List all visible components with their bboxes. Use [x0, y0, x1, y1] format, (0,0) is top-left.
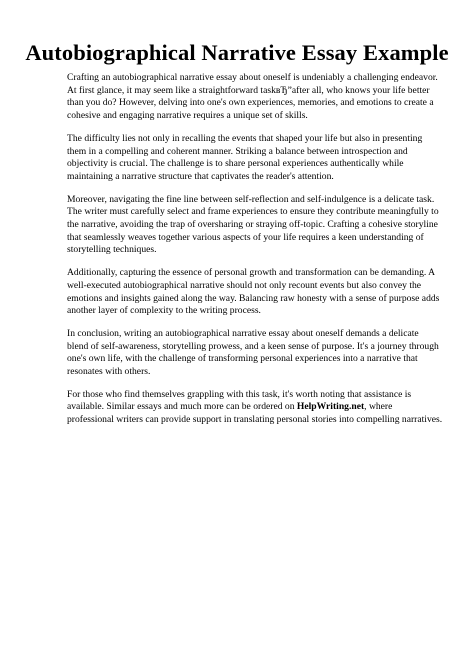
- text-line: emotions and insights gained along the way. Balancing raw honesty with a sense of purpose adds: [67, 292, 440, 304]
- text-line: Additionally, capturing the essence of personal growth and transformation can be demanding. A: [67, 267, 436, 279]
- text-line: [67, 401, 412, 414]
- paragraph-5: [67, 327, 439, 379]
- paragraph-6: [67, 388, 443, 427]
- text-line: Crafting an autobiographical narrative essay about oneself is undeniably a challenging endeavor.: [67, 72, 438, 83]
- essay-body: [67, 72, 443, 437]
- paragraph-1: [67, 72, 438, 123]
- text-line: cohesive and engaging narrative requires a unique set of skills.: [67, 110, 308, 122]
- text-line: In conclusion, writing an autobiographical narrative essay about oneself demands a delicate: [67, 327, 419, 339]
- text-line: professional writers can provide support in translating personal stories into compelling narratives.: [67, 414, 443, 426]
- text-line: blend of self-awareness, storytelling prowess, and a keen sense of purpose. It's a journey through: [67, 340, 439, 352]
- text-line: objectivity is crucial. The challenge is to share personal experiences authentically while: [67, 158, 404, 170]
- text-line: another layer of complexity to the writing process.: [67, 305, 261, 317]
- text-line: The difficulty lies not only in recalling the events that shaped your life but also in presenting: [67, 132, 423, 144]
- text-line: them in a compelling and coherent manner. Striking a balance between introspection and: [67, 145, 408, 157]
- text-segment: available. Similar essays and much more can be ordered on: [67, 401, 297, 413]
- text-line: resonates with others.: [67, 366, 151, 378]
- paragraph-4: [67, 267, 440, 318]
- text-line: well-executed autobiographical narrative should not only recount events but also convey the: [67, 279, 422, 291]
- text-segment: , where: [364, 401, 393, 413]
- text-line: than you do? However, delving into one's own experiences, memories, and emotions to create a: [67, 97, 434, 109]
- text-line: The writer must carefully select and frame experiences to ensure they contribute meaningfully to: [67, 206, 439, 218]
- text-line: that seamlessly weaves together various aspects of your life requires a keen understanding of: [67, 231, 424, 243]
- page-title: Autobiographical Narrative Essay Example: [25, 40, 449, 65]
- paragraph-3: [67, 193, 439, 258]
- text-line: Moreover, navigating the fine line between self-reflection and self-indulgence is a delicate task.: [67, 193, 435, 205]
- text-line: storytelling techniques.: [67, 244, 157, 256]
- text-line: the narrative, avoiding the trap of oversharing or straying off-topic. Crafting a cohesive storyline: [67, 219, 438, 231]
- text-line: one's own life, with the challenge of transforming personal experiences into a narrative that: [67, 353, 418, 365]
- text-line: maintaining a narrative structure that captivates the reader's attention.: [67, 170, 334, 182]
- text-line: For those who find themselves grappling with this task, it's worth noting that assistance is: [67, 388, 412, 400]
- paragraph-2: [67, 132, 423, 184]
- helpwriting-link[interactable]: HelpWriting.net: [296, 401, 365, 413]
- text-line: At first glance, it may seem like a straightforward taskвЂ”after all, who knows your life better: [67, 84, 430, 96]
